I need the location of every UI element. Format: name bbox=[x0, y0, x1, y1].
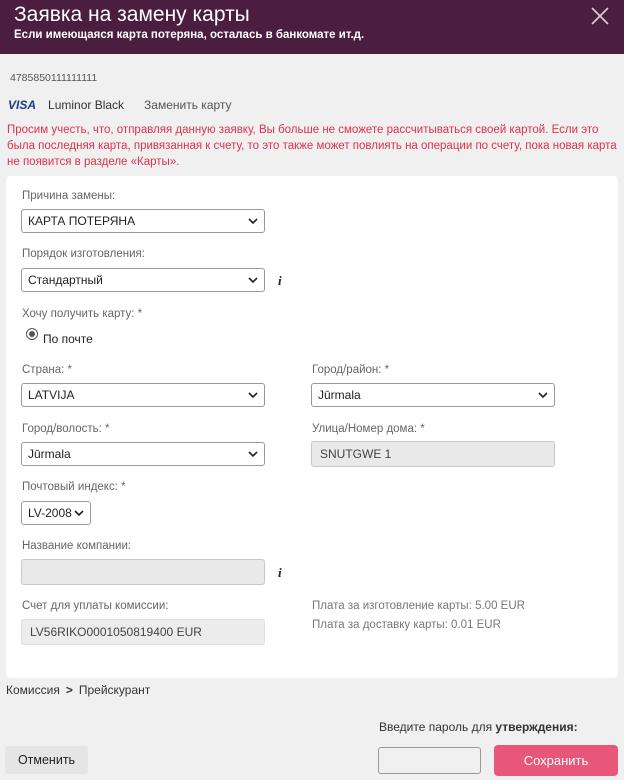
dialog-title: Заявка на замену карты bbox=[14, 3, 250, 26]
chevron-down-icon bbox=[74, 508, 84, 518]
password-field[interactable] bbox=[378, 747, 481, 774]
production-select[interactable] bbox=[21, 268, 265, 292]
reason-value: КАРТА ПОТЕРЯНА bbox=[28, 214, 136, 228]
parish-label: Город/волость: * bbox=[22, 423, 110, 435]
company-field[interactable] bbox=[21, 559, 265, 585]
card-name: Luminor Black bbox=[48, 98, 125, 112]
fee-account-label: Счет для уплаты комиссии: bbox=[22, 600, 169, 612]
close-icon[interactable] bbox=[588, 4, 612, 28]
cancel-button[interactable]: Отменить bbox=[5, 746, 88, 774]
delivery-option-label: По почте bbox=[43, 332, 93, 346]
parish-select[interactable] bbox=[21, 442, 265, 466]
delivery-radio-mail[interactable] bbox=[26, 328, 38, 340]
city-value: Jūrmala bbox=[318, 388, 361, 402]
footer-links bbox=[6, 683, 150, 697]
postal-value: LV-2008 bbox=[28, 506, 72, 520]
parish-value: Jūrmala bbox=[28, 447, 71, 461]
chevron-down-icon bbox=[248, 390, 258, 400]
fee-production: Плата за изготовление карты: 5.00 EUR bbox=[312, 600, 525, 612]
country-label: Страна: * bbox=[22, 364, 72, 376]
company-label: Название компании: bbox=[22, 540, 132, 552]
chevron-right-icon: > bbox=[65, 683, 73, 697]
form-panel bbox=[6, 176, 618, 678]
chevron-down-icon bbox=[248, 275, 258, 285]
country-value: LATVIJA bbox=[28, 388, 75, 402]
production-value: Стандартный bbox=[28, 273, 103, 287]
country-select[interactable] bbox=[21, 383, 265, 407]
fee-account-field: LV56RIKO0001050819400 EUR bbox=[21, 619, 265, 645]
save-button[interactable]: Сохранить bbox=[494, 745, 618, 776]
street-label: Улица/Номер дома: * bbox=[312, 423, 425, 435]
street-field[interactable]: SNUTGWE 1 bbox=[311, 441, 555, 467]
fee-delivery: Плата за доставку карты: 0.01 EUR bbox=[312, 619, 501, 631]
chevron-down-icon bbox=[248, 216, 258, 226]
production-label: Порядок изготовления: bbox=[22, 248, 145, 260]
card-row bbox=[8, 97, 232, 113]
reason-select[interactable] bbox=[21, 209, 265, 233]
warning-text: Просим учесть, что, отправляя данную заявку, Вы больше не сможете рассчитываться своей картой. Если это была последняя карта, привязанная к счету, то это также может повлиять на операции по счету, пока новая карта не появится в разделе «Карты». bbox=[7, 124, 617, 168]
reason-label: Причина замены: bbox=[22, 190, 116, 202]
account-number: 4785850111111111 bbox=[10, 72, 98, 84]
commission-link[interactable]: Комиссия bbox=[6, 683, 60, 697]
chevron-down-icon bbox=[538, 390, 548, 400]
chevron-down-icon bbox=[248, 449, 258, 459]
delivery-label: Хочу получить карту: * bbox=[22, 308, 143, 320]
city-select[interactable] bbox=[311, 383, 555, 407]
dialog-subtitle: Если имеющаяся карта потеряна, осталась в банкомате ит.д. bbox=[14, 29, 365, 41]
city-label: Город/район: * bbox=[312, 364, 390, 376]
visa-logo-icon: VISA bbox=[8, 98, 37, 112]
postal-label: Почтовый индекс: * bbox=[22, 481, 126, 493]
info-icon[interactable]: i bbox=[278, 273, 282, 288]
replace-card-link[interactable]: Заменить карту bbox=[144, 98, 232, 112]
info-icon[interactable]: i bbox=[278, 565, 282, 580]
password-label: Введите пароль для утверждения: bbox=[379, 720, 578, 734]
postal-select[interactable] bbox=[21, 501, 91, 525]
pricelist-link[interactable]: Прейскурант bbox=[78, 683, 151, 697]
dialog-header bbox=[0, 0, 624, 54]
